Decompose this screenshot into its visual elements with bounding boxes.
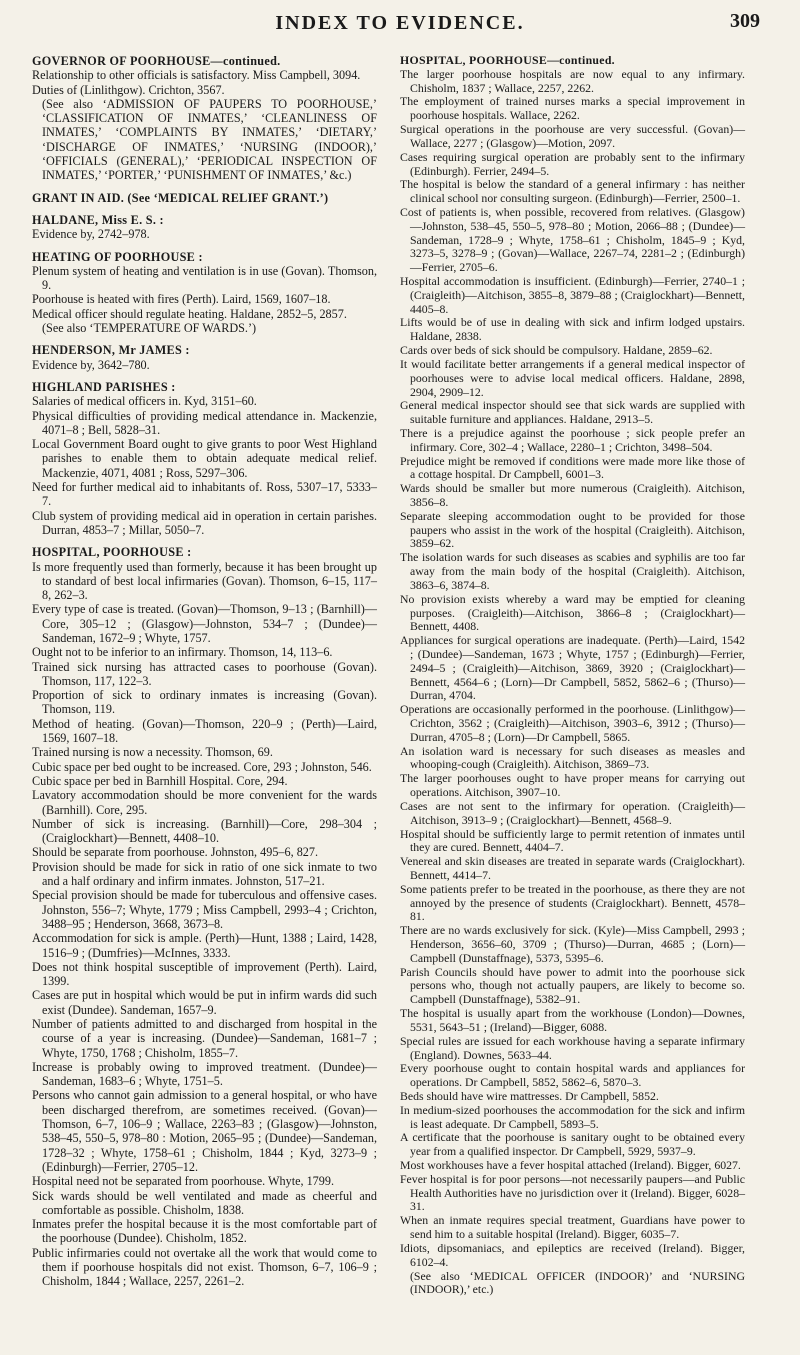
index-entry: Beds should have wire mattresses. Dr Campbell, 5852. [400,1088,659,1103]
index-heading: HENDERSON, Mr JAMES : [32,343,190,358]
index-entry: Plenum system of heating and ventilation is in use (Govan). Thomson, 9. [32,263,377,293]
index-entry: The hospital is usually apart from the workhouse (London)—Downes, 5531, 5643–51 ; (Ireland)—Bigger, 6088. [400,1006,745,1034]
index-entry: Hospital accommodation is insufficient. (Edinburgh)—Ferrier, 2740–1 ; (Craigleith)—Aitchison, 3855–8, 3879–88 ; (Craiglockhart)—Bennett, 4405–8. [400,274,745,316]
index-entry: Lifts would be of use in dealing with sick and infirm lodged upstairs. Haldane, 2838. [400,315,745,344]
page-header [0,8,800,38]
index-entry: Increase is probably owing to improved treatment. (Dundee)—Sandeman, 1683–6 ; Whyte, 1751–5. [32,1059,377,1089]
index-entry: Number of sick is increasing. (Barnhill)—Core, 298–304 ; (Craiglockhart)—Bennett, 4408–10. [32,816,377,846]
index-heading: GRANT IN AID. (See ‘MEDICAL RELIEF GRANT.’) [32,190,329,205]
index-entry: Evidence by, 2742–978. [32,227,150,242]
index-entry: Relationship to other officials is satisfactory. Miss Campbell, 3094. [32,68,361,83]
index-entry: Need for further medical aid to inhabitants of. Ross, 5307–17, 5333–7. [32,480,377,509]
index-entry: Cost of patients is, when possible, recovered from relatives. (Glasgow)—Johnston, 538–45, 550–5, 978–80 ; Motion, 2066–88 ; (Dundee)—Sandeman, 1728–9 ; Whyte, 1758–61 ; Chisholm, 1845–9 ; Kyd, 3273–5, 3278–9 ; (Govan)—Wallace, 2267–74, 2281–2 ; (Edinburgh)—Ferrier, 2705–6. [400,204,745,275]
index-entry: Hospital should be sufficiently large to permit retention of inmates until they are cured. Bennett, 4404–7. [400,826,745,855]
index-entry: A certificate that the poorhouse is sanitary ought to be obtained every year from a qualified inspector. Dr Campbell, 5929, 5937–9. [400,1130,745,1159]
index-entry: Method of heating. (Govan)—Thomson, 220–9 ; (Perth)—Laird, 1569, 1607–18. [32,716,377,746]
index-entry: Poorhouse is heated with fires (Perth). Laird, 1569, 1607–18. [32,292,331,307]
index-entry: Special rules are issued for each workhouse having a separate infirmary (England). Downes, 5633–44. [400,1033,745,1062]
index-entry: Prejudice might be removed if conditions were made more like those of a cottage hospital. Dr Campbell, 6001–3. [400,453,745,482]
index-entry: Club system of providing medical aid in operation in certain parishes. Durran, 4853–7 ; Millar, 5050–7. [32,508,377,537]
index-entry: The isolation wards for such diseases as scabies and syphilis are too far away from the main body of the hospital (Craigleith). Aitchison, 3863–6, 3874–8. [400,550,745,592]
index-heading: HALDANE, Miss E. S. : [32,212,164,227]
index-entry: The hospital is below the standard of a general infirmary : has neither clinical school nor consulting surgeon. (Edinburgh)—Ferrier, 2500–1. [400,177,745,206]
index-entry: Number of patients admitted to and discharged from hospital in the course of a year is increasing. (Dundee)—Sandeman, 1681–7 ; Whyte, 1750, 1768 ; Chisholm, 1855–7. [32,1017,377,1060]
index-entry: Appliances for surgical operations are inadequate. (Perth)—Laird, 1542 ; (Dundee)—Sandeman, 1673 ; Whyte, 1757 ; (Edinburgh)—Ferrier, 2494–5 ; (Craigleith)—Aitchison, 3869, 3920 ; (Craiglockhart)—Bennett, 4564–6 ; (Lorn)—Dr Campbell, 5852, 5862–6 ; (Thurso)—Durran, 4704. [400,633,745,703]
index-entry: Some patients prefer to be treated in the poorhouse, as there they are not annoyed by the presence of students (Craiglockhart). Bennett, 4578–81. [400,881,745,924]
index-entry: The larger poorhouses ought to have proper means for carrying out operations. Aitchison, 3907–10. [400,771,745,800]
right-column [400,54,745,1297]
index-entry: Evidence by, 3642–780. [32,357,150,372]
index-entry: Trained nursing is now a necessity. Thomson, 69. [32,745,273,760]
index-entry: Should be separate from poorhouse. Johnston, 495–6, 827. [32,845,319,860]
index-entry: When an inmate requires special treatment, Guardians have power to send him to a suitable hospital (Ireland). Bigger, 6035–7. [400,1213,745,1242]
index-entry: Hospital need not be separated from poorhouse. Whyte, 1799. [32,1174,335,1189]
index-entry: There are no wards exclusively for sick. (Kyle)—Miss Campbell, 2993 ; Henderson, 3656–60, 3709 ; (Thurso)—Durran, 4685 ; (Lorn)—Campbell (Dunstaffnage), 5373, 5395–6. [400,923,745,965]
index-entry: Fever hospital is for poor persons—not necessarily paupers—and Public Health Authorities have no jurisdiction over it (Ireland). Bigger, 6028–31. [400,1171,745,1214]
index-entry: Persons who cannot gain admission to a general hospital, or who have been discharged therefrom, are sometimes received. (Govan)—Thomson, 6–7, 106–9 ; Wallace, 2263–83 ; (Glasgow)—Johnston, 538–45, 550–5, 978–80 : Motion, 2065–95 ; (Dundee)—Sandeman, 1728–32 ; Whyte, 1758–61 ; Chisholm, 1844 ; Kyd, 3273–9 ; (Edinburgh)—Ferrier, 2705–12. [32,1088,377,1174]
index-entry: It would facilitate better arrangements if a general medical inspector of poorhouses were to advise local medical officers. Haldane, 2898, 2904, 2909–12. [400,356,745,399]
index-heading: HOSPITAL, POORHOUSE : [32,545,192,560]
index-entry: Cubic space per bed in Barnhill Hospital. Core, 294. [32,773,288,788]
index-entry: Is more frequently used than formerly, because it has been brought up to standard of best local infirmaries (Govan). Thomson, 6–15, 117–8, 262–3. [32,559,377,603]
index-entry: Cases are not sent to the infirmary for operation. (Craigleith)—Aitchison, 3913–9 ; (Craiglockhart)—Bennett, 4568–9. [400,798,745,827]
see-also-note: (See also ‘TEMPERATURE OF WARDS.’) [42,321,257,336]
index-entry: Wards should be smaller but more numerous (Craigleith). Aitchison, 3856–8. [400,481,745,509]
index-entry: Medical officer should regulate heating. Haldane, 2852–5, 2857. [32,306,347,321]
index-entry: Accommodation for sick is ample. (Perth)—Hunt, 1388 ; Laird, 1428, 1516–9 ; (Dumfries)—McInnes, 3333. [32,931,377,960]
see-also-note: (See also ‘MEDICAL OFFICER (INDOOR)’ and ‘NURSING (INDOOR),’ etc.) [410,1268,745,1297]
index-entry: Idiots, dipsomaniacs, and epileptics are received (Ireland). Bigger, 6102–4. [400,1240,745,1269]
index-heading: HOSPITAL, POORHOUSE—continued. [400,53,615,67]
index-entry: Sick wards should be well ventilated and made as cheerful and comfortable as possible. Chisholm, 1838. [32,1188,377,1217]
index-entry: Separate sleeping accommodation ought to be provided for those paupers who assist in the work of the hospital (Craigleith). Aitchison, 3859–62. [400,508,745,551]
index-entry: General medical inspector should see that sick wards are supplied with suitable furniture and appliances. Haldane, 2913–5. [400,398,745,427]
page-number: 309 [730,10,760,32]
index-entry: Physical difficulties of providing medical attendance in. Mackenzie, 4071–8 ; Bell, 5828–31. [32,408,377,437]
index-entry: Every type of case is treated. (Govan)—Thomson, 9–13 ; (Barnhill)—Core, 305–12 ; (Glasgow)—Johnston, 534–7 ; (Dundee)—Sandeman, 1672–9 ; Whyte, 1757. [32,602,377,645]
index-heading: HIGHLAND PARISHES : [32,379,176,394]
index-entry: Public infirmaries could not overtake all the work that would come to them if poorhouse hospitals did not exist. Thomson, 6–7, 106–9 ; Chisholm, 1844 ; Wallace, 2257, 2261–2. [32,1245,377,1289]
index-entry: Provision should be made for sick in ratio of one sick inmate to two and a half ordinary and infirm inmates. Johnston, 517–21. [32,859,377,889]
index-entry: Parish Councils should have power to admit into the poorhouse sick persons who, though not actually paupers, are likely to become so. Campbell (Dunstaffnage), 5382–91. [400,964,745,1007]
index-entry: Surgical operations in the poorhouse are very successful. (Govan)—Wallace, 2277 ; (Glasgow)—Motion, 2097. [400,122,745,150]
index-entry: Ought not to be inferior to an infirmary. Thomson, 14, 113–6. [32,645,333,660]
see-also-note: (See also ‘ADMISSION OF PAUPERS TO POORHOUSE,’ ‘CLASSIFICATION OF INMATES,’ ‘CLEANLINESS OF INMATES,’ ‘COMPLAINTS BY INMATES,’ ‘DIETARY,’ ‘DISCHARGE OF INMATES,’ ‘NURSING (INDOOR),’ ‘OFFICIALS (GENERAL),’ ‘PERIODICAL INSPECTION OF INMATES,’ ‘PORTER,’ ‘PUNISHMENT OF INMATES,’ &c.) [42,96,377,183]
index-entry: Venereal and skin diseases are treated in separate wards (Craiglockhart). Bennett, 4414–7. [400,854,745,882]
index-entry: There is a prejudice against the poorhouse ; sick people prefer an infirmary. Core, 302–4 ; Wallace, 2280–1 ; Crichton, 3498–504. [400,425,745,454]
index-entry: Cases requiring surgical operation are probably sent to the infirmary (Edinburgh). Ferrier, 2494–5. [400,149,745,178]
index-entry: Duties of (Linlithgow). Crichton, 3567. [32,82,225,97]
index-entry: Cards over beds of sick should be compulsory. Haldane, 2859–62. [400,343,713,358]
index-entry: Proportion of sick to ordinary inmates is increasing (Govan). Thomson, 119. [32,688,377,717]
index-entry: Special provision should be made for tuberculous and offensive cases. Johnston, 556–7; Whyte, 1779 ; Miss Campbell, 2993–4 ; Crichton, 3488–95 ; Henderson, 3668, 3673–8. [32,888,377,931]
index-entry: Most workhouses have a fever hospital attached (Ireland). Bigger, 6027. [400,1158,741,1172]
index-heading: HEATING OF POORHOUSE : [32,249,203,264]
index-entry: Inmates prefer the hospital because it is the most comfortable part of the poorhouse (Dundee). Chisholm, 1852. [32,1217,377,1246]
running-title: INDEX TO EVIDENCE. [275,12,525,34]
left-column [32,54,377,1289]
index-heading: GOVERNOR OF POORHOUSE—continued. [32,54,281,68]
index-entry: Cubic space per bed ought to be increased. Core, 293 ; Johnston, 546. [32,759,372,774]
index-entry: In medium-sized poorhouses the accommodation for the sick and infirm is least adequate. Dr Campbell, 5893–5. [400,1102,745,1131]
index-entry: Does not think hospital susceptible of improvement (Perth). Laird, 1399. [32,959,377,989]
index-entry: Salaries of medical officers in. Kyd, 3151–60. [32,394,257,409]
index-entry: Local Government Board ought to give grants to poor West Highland parishes to enable them to obtain adequate medical relief. Mackenzie, 4071, 4081 ; Ross, 5297–306. [32,437,377,480]
index-entry: Cases are put in hospital which would be put in infirm wards did such exist (Dundee). Sandeman, 1657–9. [32,988,377,1017]
index-entry: No provision exists whereby a ward may be emptied for cleaning purposes. (Craigleith)—Aitchison, 3866–8 ; (Craiglockhart)—Bennett, 4408. [400,591,745,634]
index-entry: Operations are occasionally performed in the poorhouse. (Linlithgow)—Crichton, 3562 ; (Craigleith)—Aitchison, 3903–6, 3912 ; (Thurso)—Durran, 4705–8 ; (Lorn)—Dr Campbell, 5865. [400,702,745,744]
index-entry: The larger poorhouse hospitals are now equal to any infirmary. Chisholm, 1837 ; Wallace, 2257, 2262. [400,66,745,95]
index-entry: Lavatory accommodation should be more convenient for the wards (Barnhill). Core, 295. [32,788,377,817]
index-entry: Every poorhouse ought to contain hospital wards and appliances for operations. Dr Campbell, 5852, 5862–6, 5870–3. [400,1061,745,1090]
index-entry: Trained sick nursing has attracted cases to poorhouse (Govan). Thomson, 117, 122–3. [32,659,377,688]
index-entry: The employment of trained nurses marks a special improvement in poorhouse hospitals. Wallace, 2262. [400,94,745,123]
index-entry: An isolation ward is necessary for such diseases as measles and whooping-cough (Craigleith). Aitchison, 3869–73. [400,743,745,772]
